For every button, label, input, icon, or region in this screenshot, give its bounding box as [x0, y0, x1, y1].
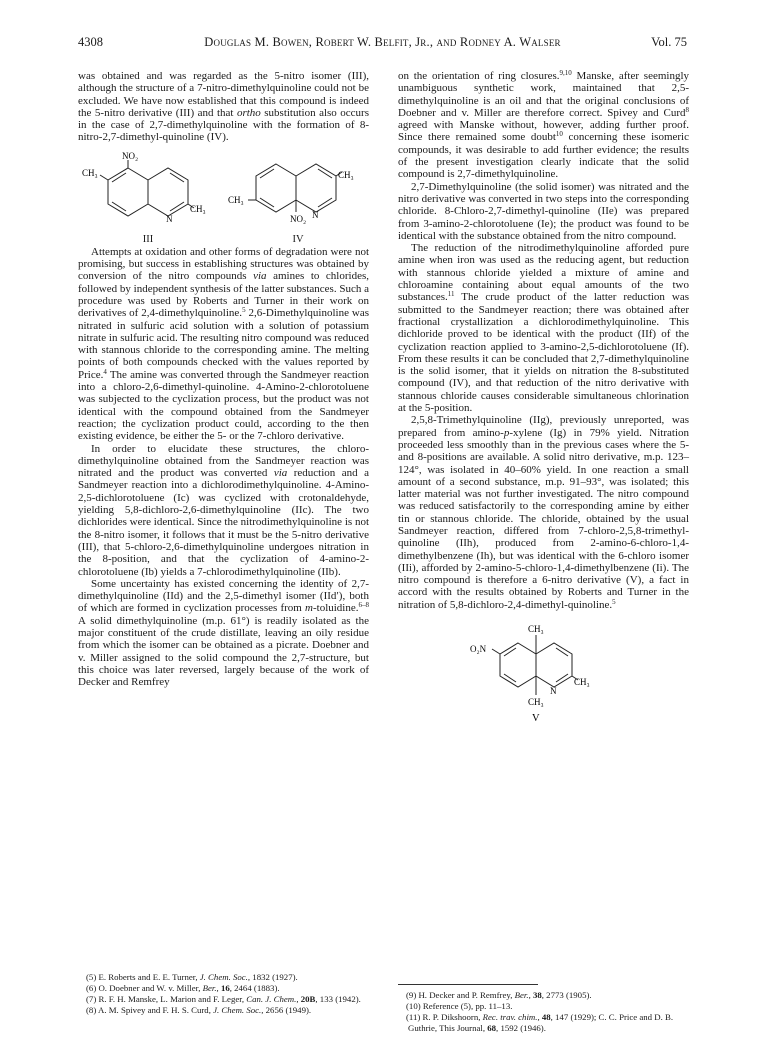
structure-iv-ch3-right: CH₃: [338, 169, 354, 180]
right-column: [398, 70, 689, 733]
structure-iv-label: IV: [292, 233, 304, 245]
structure-v: [398, 621, 689, 733]
paragraph: Some uncertainty has existed concerning the identity of 2,7-dimethylquinoline (IId) and the 2,5-dimethyl isomer (IId′), both of which are formed in cyclization processes from m-toluidine.$^{6-8}$ A solid dimethylquinoline (m.p. 61°) is readily isolated as the major constituent of the crude distillate, leaving an oily residue from which the isomer can be obtained as a picrate. Doebner and v. Miller assigned to the solid compound the 2,7-structure, but this choice was later reversed, largely because of the work of Decker and Remfrey: [78, 577, 369, 689]
structure-iv: [228, 150, 368, 243]
footnote-rule: [398, 984, 538, 985]
footnote: (8) A. M. Spivey and F. H. S. Curd, J. Chem. Soc., 2656 (1949).: [86, 1005, 312, 1015]
paragraph: In order to elucidate these structures, the chloro-dimethylquinoline obtained from the Sandmeyer reaction was nitrated and the product was converted via reduction and a Sandmeyer reaction into a dichlorodimethylquinoline. 4-Amino-2,5-dichlorotoluene (Ic) was cyclized with crotonaldehyde, yielding 5,8-dichloro-2,6-dimethylquinoline (IIc). The two dichlorides were identical. Since the nitrodimethylquinoline is not the 8-nitro isomer, it follows that it must be the 5-nitro derivative (III), that 5-chloro-2,6-dimethylquinoline undergoes nitration in the 8-position, and that the cyclization of 4-amino-2-chlorotoluene (Ib) yields a 7-chlorodimethylquinoline (IIb).: [78, 442, 369, 578]
structure-iv-n: N: [312, 209, 319, 220]
structure-iii-ch3-left: CH₃: [82, 167, 98, 178]
structure-iii-ch3-right: CH₃: [190, 203, 206, 214]
footnotes-left: [78, 972, 369, 1016]
paragraph: 2,5,8-Trimethylquinoline (IIg), previously unreported, was prepared from amino-p-xylene (Ig) in 79% yield. Nitration proceeded less smoothly than in the previous cases where the 5- and 8-positions are available. A solid nitro derivative, m.p. 123–124°, was isolated in 40–60% yield. In one reaction a small amount of a second substance, m.p. 91–93°, was isolated; this latter material was not further investigated. The nitro compound was reduced satisfactorily to the corresponding amine by either tin or stannous chloride. The chloride, obtained by the usual Sandmeyer reaction, differed from 7-chloro-2,5,8-trimethyl-quinoline (IIh), produced from 2-amino-6-chloro-1,4-dimethylbenzene (Ih), but was identical with the 6-chloro isomer (IIi), afforded by 2-amino-5-chloro-1,4-dimethylbenzene (Ii). The nitro compound is therefore a 6-nitro derivative (V), a fact in accord with the results obtained by Roberts and Turner in the nitration of 5,8-dichloro-2,4-dimethyl-quinoline.$^5$: [398, 414, 689, 611]
footnote: (11) R. P. Dikshoorn, Rec. trav. chim., 48, 147 (1929); C. C. Price and D. B. Guthrie, This Journal, 68, 1592 (1946).: [406, 1012, 674, 1033]
structure-v-ch3-top: CH₃: [528, 624, 544, 635]
structure-v-ch3-bottom: CH₃: [528, 697, 544, 708]
structure-iii: [82, 150, 212, 243]
structure-iv-ch3-left: CH₃: [228, 194, 244, 205]
paragraph: on the orientation of ring closures.$^{9,10}$ Manske, after seemingly unambiguous synthetic work, maintained that 2,5-dimethylquinoline is an oil and that the original conclusions of Doebner and v. Miller are therefore correct. Spivey and Curd$^8$ agreed with Manske without, however, adding further proof. Since there remained some doubt$^{10}$ concerning these isomeric compounds, it was desirable to add further evidence; the results of the present investigation clearly indicate that the solid compound is 2,7-dimethylquinoline.: [398, 69, 689, 181]
footnote: (5) E. Roberts and E. E. Turner, J. Chem. Soc., 1832 (1927).: [86, 972, 298, 982]
paragraph: 2,7-Dimethylquinoline (the solid isomer) was nitrated and the nitro derivative was converted in two steps into the corresponding chloride. 8-Chloro-2,7-dimethyl-quinoline (IIe) was prepared from 3-amino-2-chlorotoluene (Ie); the product was found to be identical with the substance obtained from the nitro compound.: [398, 180, 689, 242]
structure-v-o2n: O₂N: [470, 644, 487, 655]
paragraph: was obtained and was regarded as the 5-nitro isomer (III), although the structure of a 7-nitro-dimethylquinoline could not be excluded. We have now established that this compound is indeed the 5-nitro derivative (III) and that ortho substitution also occurs in the case of 2,7-dimethylquinoline with the formation of 8-nitro-2,7-dimethyl-quinoline (IV).: [78, 70, 369, 144]
structure-iii-label: III: [142, 233, 154, 245]
footnote: (6) O. Doebner and W. v. Miller, Ber., 16, 2464 (1883).: [86, 983, 280, 993]
running-header: [78, 35, 687, 51]
paragraph: Attempts at oxidation and other forms of degradation were not promising, but success in establishing structures was obtained by conversion of the nitro compounds via amines to chlorides, followed by independent synthesis of the latter substances. Such a procedure was used by Roberts and Turner in their work on derivatives of 2,4-dimethylquinoline.$^5$ 2,6-Dimethylquinoline was nitrated in sulfuric acid solution with a solution of potassium nitrate in sulfuric acid. The resulting nitro compound was reduced with stannous chloride to the corresponding amine. The melting points of both compounds checked with the values reported by Price.$^4$ The amine was converted through the Sandmeyer reaction into a chloro-2,6-dimethyl-quinoline. 4-Amino-2-chlorotoluene was subjected to the cyclization process, but the product was not identical with the compound obtained from the Sandmeyer reaction; the cyclization product could, according to the then existing evidence, be either the 5- or the 7-chloro derivative.: [78, 245, 369, 443]
footnote: (9) H. Decker and P. Remfrey, Ber., 38, 2773 (1905).: [406, 990, 592, 1000]
running-authors: Douglas M. Bowen, Robert W. Belfit, Jr., and Rodney A. Walser: [204, 35, 561, 49]
structure-v-drawing: [398, 621, 689, 733]
left-column: [78, 70, 369, 688]
structure-iii-no2: NO₂: [122, 150, 139, 161]
structure-v-ch3-right: CH₃: [574, 677, 590, 688]
structures-iii-iv: [78, 150, 369, 245]
footnotes-right: [398, 990, 689, 1034]
structure-iv-drawing: [228, 150, 368, 240]
structure-iii-drawing: [82, 150, 212, 240]
footnote: (7) R. F. H. Manske, L. Marion and F. Leger, Can. J. Chem., 20B, 133 (1942).: [86, 994, 361, 1004]
page-number: 4308: [78, 35, 103, 49]
structure-v-label: V: [532, 713, 540, 725]
footnote: (10) Reference (5), pp. 11–13.: [406, 1001, 513, 1011]
structure-iv-no2: NO₂: [290, 213, 307, 224]
paragraph: The reduction of the nitrodimethylquinoline afforded pure amine when iron was used as the reducing agent, but reduction with stannous chloride yielded a mixture of amine and chloroamine containing about equal amounts of the two substances.$^{11}$ The crude product of the latter reduction was submitted to the Sandmeyer reaction; there was obtained after fractional crystallization a dichlorodimethylquinoline. This dichloride proved to be identical with the product (IIf) of the cyclization reaction applied to 3-amino-2,5-dichlorotoluene (If). From these results it can be concluded that 2,7-dimethylquinoline is the solid isomer, that it yields on nitration the 8-substituted compound (IV), and that reduction of the nitro derivative with stannous chloride causes considerable simultaneous chlorination at the 5-position.: [398, 242, 689, 415]
volume-number: Vol. 75: [651, 35, 687, 49]
structure-iii-n: N: [166, 213, 173, 224]
structure-v-n: N: [550, 686, 557, 697]
